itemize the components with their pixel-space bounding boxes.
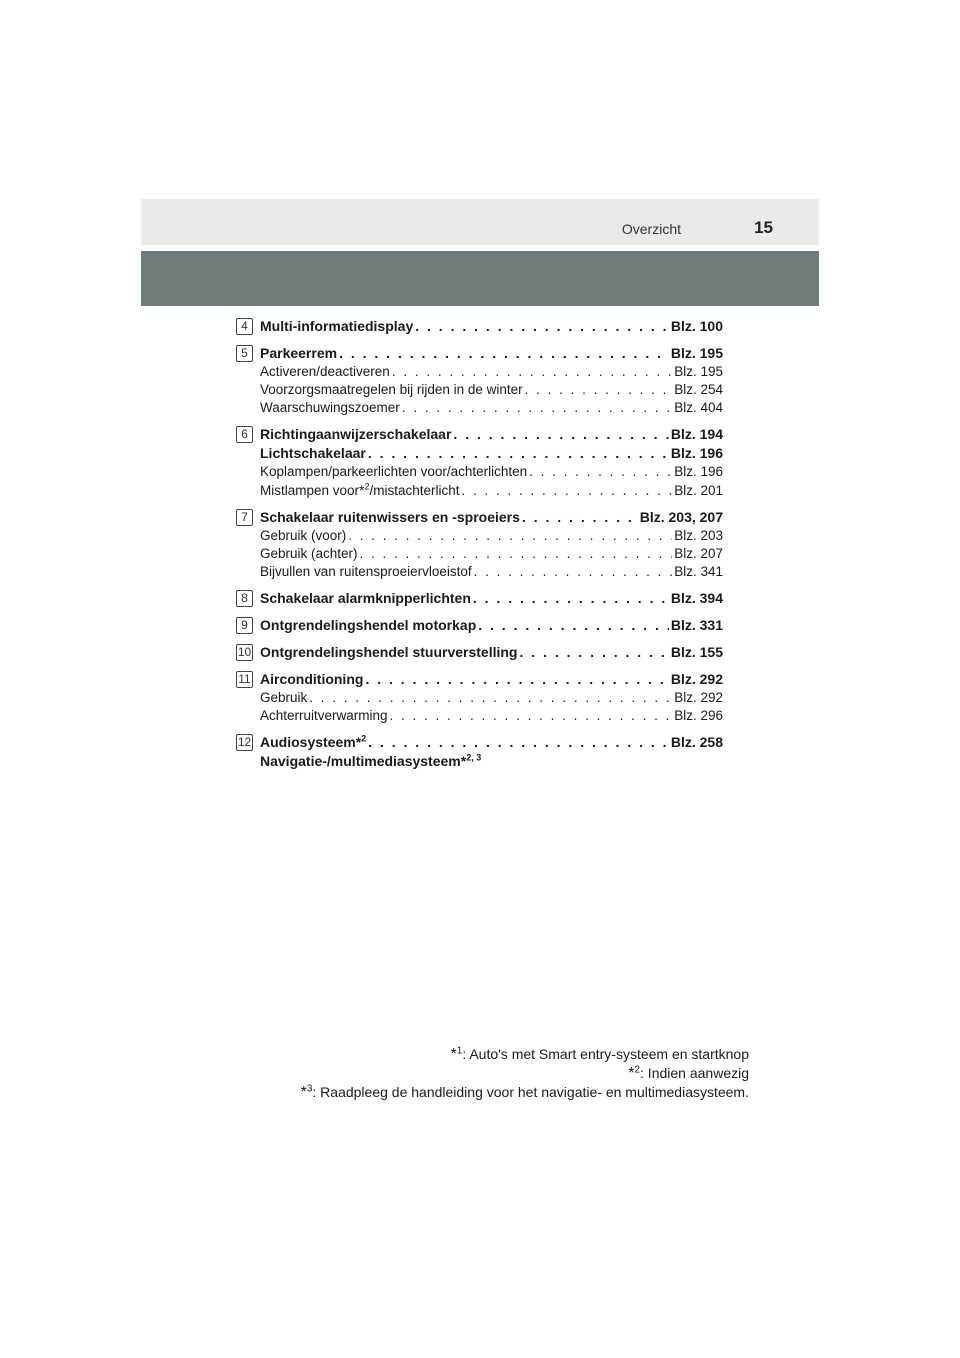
page-reference: Blz. 394	[670, 590, 723, 606]
toc-entry	[260, 733, 723, 752]
entry-label-text: Schakelaar ruitenwissers en -sproeiers	[260, 509, 520, 525]
entry-label-text: Ontgrendelingshendel motorkap	[260, 617, 477, 633]
entry-label	[260, 444, 366, 463]
toc-entry	[260, 616, 723, 635]
section-title: Overzicht	[621, 221, 681, 237]
entry-label	[260, 707, 388, 725]
entry-label-text: Parkeerrem	[260, 345, 338, 361]
page-reference: Blz. 195	[670, 345, 723, 361]
page-reference: Blz. 296	[674, 708, 723, 723]
entry-label-text: Gebruik (achter)	[260, 546, 358, 561]
toc-entry	[260, 643, 723, 662]
toc-subentry	[260, 527, 723, 545]
footnote-number: 2	[634, 1064, 641, 1076]
callout-number-icon: 9	[236, 617, 253, 634]
dot-leader	[402, 399, 672, 417]
dot-leader	[474, 563, 673, 581]
footnote-star: *	[355, 734, 362, 750]
dot-leader	[348, 527, 672, 545]
page-reference: Blz. 292	[670, 671, 723, 687]
page-reference: Blz. 100	[670, 318, 723, 334]
footnotes	[301, 1045, 749, 1102]
page-number: 15	[754, 218, 773, 237]
toc-entry	[260, 752, 723, 771]
page-reference: Blz. 201	[674, 483, 723, 498]
page-reference: Blz. 254	[674, 382, 723, 397]
entry-label-text: Gebruik	[260, 690, 308, 705]
footnote-text: : Indien aanwezig	[640, 1065, 749, 1081]
dot-leader	[478, 616, 669, 635]
dot-leader	[519, 643, 668, 662]
section-band	[141, 251, 819, 306]
page-reference: Blz. 203	[674, 528, 723, 543]
entry-label-text: Gebruik (voor)	[260, 528, 347, 543]
entry-label	[260, 344, 337, 363]
callout-number-icon: 12	[237, 735, 252, 749]
footnote-number: 3	[306, 1083, 313, 1095]
entry-label-text: Multi-informatiedisplay	[260, 318, 414, 334]
toc-subentry	[260, 545, 723, 563]
page-reference: Blz. 207	[674, 546, 723, 561]
callout-number-icon: 7	[236, 509, 253, 526]
page-reference: Blz. 194	[670, 426, 723, 442]
toc-subentry	[260, 563, 723, 581]
dot-leader	[368, 444, 669, 463]
page-reference: Blz. 341	[674, 564, 723, 579]
toc-subentry	[260, 689, 723, 707]
entry-label	[260, 381, 523, 399]
entry-label-text: Achterruitverwarming	[260, 708, 388, 723]
footnote-ref: 2	[361, 733, 367, 744]
entry-label-text: Bijvullen van ruitensproeiervloeistof	[260, 564, 472, 579]
entry-label-text: Lichtschakelaar	[260, 445, 366, 461]
page-reference: Blz. 196	[674, 464, 723, 479]
dot-leader	[473, 589, 669, 608]
dot-leader	[390, 707, 673, 725]
footnote-text: : Auto's met Smart entry-systeem en startknop	[462, 1046, 749, 1062]
entry-label	[260, 733, 366, 752]
footnote-number: 1	[456, 1045, 463, 1057]
callout-number-icon: 5	[236, 345, 253, 362]
entry-label-text: Schakelaar alarmknipperlichten	[260, 590, 471, 606]
entry-label	[260, 317, 413, 336]
entry-label-text: Mistlampen voor	[260, 483, 360, 498]
toc-subentry	[260, 707, 723, 725]
callout-number-icon: 6	[236, 426, 253, 443]
entry-label	[260, 508, 520, 527]
dot-leader	[415, 317, 669, 336]
toc-subentry	[260, 481, 723, 500]
dot-leader	[339, 344, 669, 363]
toc-group	[236, 425, 723, 500]
dot-leader	[392, 363, 672, 381]
entry-label-text: Richtingaanwijzerschakelaar	[260, 426, 452, 442]
callout-number-icon: 4	[236, 318, 253, 335]
callout-number-icon: 11	[236, 671, 253, 688]
entry-label	[260, 527, 346, 545]
toc-entry	[260, 670, 723, 689]
toc-group	[236, 344, 723, 417]
footnote	[301, 1045, 749, 1064]
page-reference: Blz. 195	[674, 364, 723, 379]
dot-leader	[368, 733, 669, 752]
toc-group	[236, 589, 723, 608]
footnote-star: *	[300, 1084, 307, 1101]
toc-entry	[260, 508, 723, 527]
toc-group	[236, 508, 723, 581]
entry-label-text: Activeren/deactiveren	[260, 364, 390, 379]
callout-number-icon: 10	[237, 645, 252, 659]
entry-label-text: Navigatie-/multimediasysteem	[260, 753, 461, 769]
footnote-ref: 2, 3	[466, 752, 482, 763]
entry-label	[260, 616, 476, 635]
dot-leader	[309, 689, 672, 707]
toc-group	[236, 317, 723, 336]
entry-label-text: Audiosysteem	[260, 734, 356, 750]
dot-leader	[365, 670, 668, 689]
entry-label	[260, 670, 363, 689]
page-header	[141, 199, 819, 245]
toc-entry	[260, 589, 723, 608]
toc-group	[236, 616, 723, 635]
page-reference: Blz. 258	[670, 734, 723, 750]
footnote	[301, 1083, 749, 1102]
entry-label	[260, 399, 400, 417]
toc-subentry	[260, 399, 723, 417]
page-reference: Blz. 155	[670, 644, 723, 660]
toc-entry	[260, 317, 723, 336]
dot-leader	[525, 381, 673, 399]
toc-subentry	[260, 363, 723, 381]
entry-label	[260, 363, 390, 381]
entry-label-text: Koplampen/parkeerlichten voor/achterlichten	[260, 464, 528, 479]
toc-entry	[260, 344, 723, 363]
page-reference: Blz. 404	[674, 400, 723, 415]
page-reference: Blz. 292	[674, 690, 723, 705]
footnote-text: : Raadpleeg de handleiding voor het navigatie- en multimediasysteem.	[312, 1084, 749, 1100]
toc-group	[236, 733, 723, 771]
page-reference: Blz. 331	[670, 617, 723, 633]
footnote-star: *	[628, 1065, 635, 1082]
entry-label	[260, 643, 517, 662]
entry-label	[260, 589, 471, 608]
dot-leader	[462, 482, 673, 500]
table-of-contents	[236, 317, 723, 779]
callout-number-icon: 8	[236, 590, 253, 607]
toc-entry	[260, 444, 723, 463]
dot-leader	[529, 463, 672, 481]
dot-leader	[360, 545, 673, 563]
entry-label	[260, 463, 527, 481]
entry-label-suffix: /mistachterlicht	[369, 483, 460, 498]
dot-leader	[453, 425, 668, 444]
entry-label	[260, 481, 460, 500]
toc-group	[236, 670, 723, 725]
footnote	[301, 1064, 749, 1083]
page-reference: Blz. 203, 207	[639, 509, 723, 525]
page-reference: Blz. 196	[670, 445, 723, 461]
entry-label	[260, 545, 358, 563]
toc-entry	[260, 425, 723, 444]
entry-label	[260, 689, 307, 707]
entry-label-text: Airconditioning	[260, 671, 364, 687]
footnote-star: *	[359, 482, 365, 498]
entry-label-text: Ontgrendelingshendel stuurverstelling	[260, 644, 518, 660]
toc-subentry	[260, 463, 723, 481]
dot-leader	[522, 508, 638, 527]
entry-label	[260, 563, 472, 581]
entry-label-text: Voorzorgsmaatregelen bij rijden in de winter	[260, 382, 523, 397]
footnote-ref: 2	[364, 481, 370, 492]
footnote-star: *	[460, 753, 467, 769]
footnote-star: *	[450, 1046, 457, 1063]
entry-label-text: Waarschuwingszoemer	[260, 400, 400, 415]
toc-group	[236, 643, 723, 662]
entry-label	[260, 752, 481, 771]
entry-label	[260, 425, 451, 444]
toc-subentry	[260, 381, 723, 399]
